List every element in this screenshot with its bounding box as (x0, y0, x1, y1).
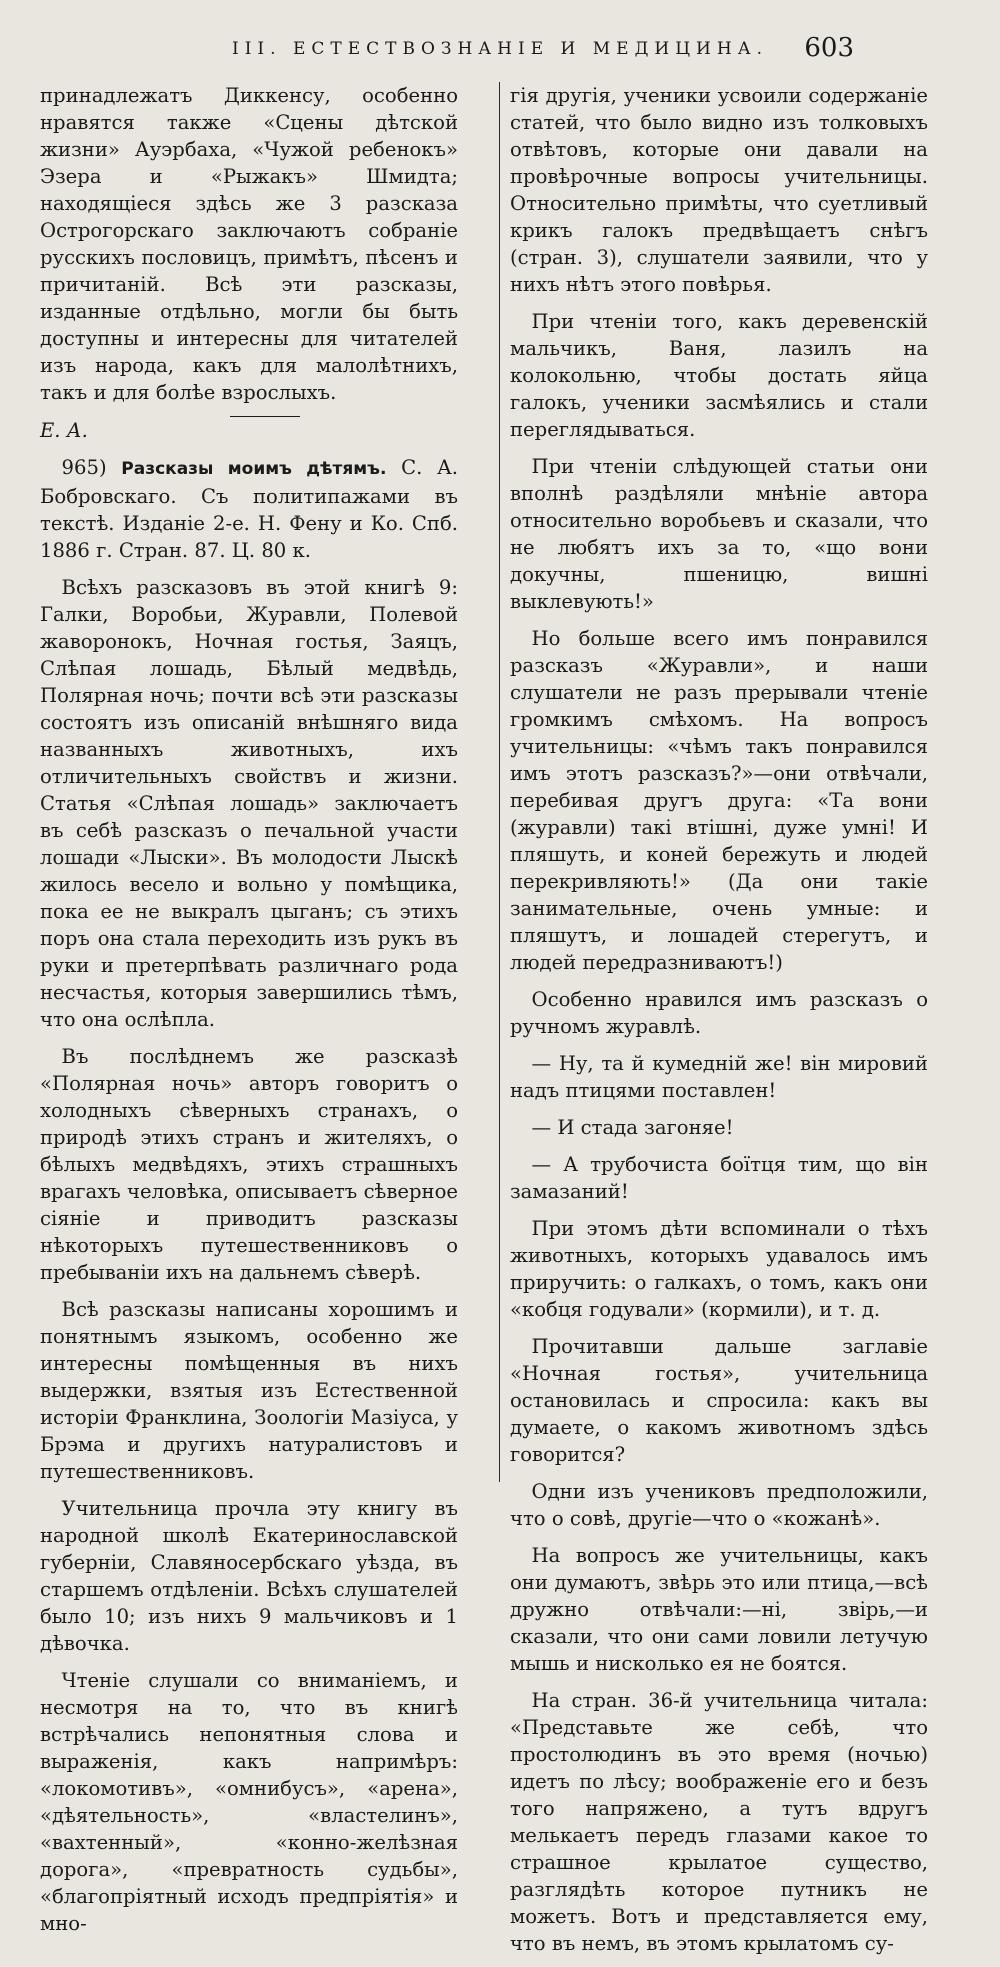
right-paragraph: Прочитавши дальше заглавiе «Ночная гостья», учительница остановилась и спросила: какъ вы думаете, о какомъ животномъ здѣсь говорится? (510, 1335, 928, 1466)
two-column-body (40, 82, 960, 1967)
left-paragraph: Учительница прочла эту книгу въ народной школѣ Екатеринославской губернiи, Славяносербскаго уѣзда, въ старшемъ отдѣленiи. Всѣхъ слушателей было 10; изъ нихъ 9 мальчиковъ и 1 дѣвочка. (40, 1497, 458, 1655)
entry-bibliography: С. А. Бобровскаго. Съ политипажами въ текстѣ. Изданiе 2-е. Н. Фену и Ко. Спб. 1886 г. Стран. 87. Ц. 80 к. (40, 456, 459, 562)
right-paragraph: Одни изъ учениковъ предположили, что о совѣ, другiе—что о «кожанѣ». (510, 1480, 928, 1530)
left-column (40, 82, 458, 1967)
running-header (40, 34, 960, 70)
right-paragraph: При чтенiи того, какъ деревенскiй мальчикъ, Ваня, лазилъ на колокольню, чтобы достать яйца галокъ, ученики засмѣялись и стали переглядываться. (510, 310, 928, 441)
left-paragraph: Чтенiе слушали со вниманiемъ, и несмотря на то, что въ книгѣ встрѣчались непонятныя слова и выраженiя, какъ напримѣръ: «локомотивъ», «омнибусъ», «арена», «дѣятельность», «властелинъ», «вахтенный», «конно-желѣзная дорога», «превратность судьбы», «благопрiятный исходъ предпрiятiя» и мно- (40, 1669, 458, 1935)
intro-paragraph: принадлежатъ Диккенсу, особенно нравятся также «Сцены дѣтской жизни» Ауэрбаха, «Чужой ребенокъ» Эзера и «Рыжакъ» Шмидта; находящiеся здѣсь же 3 разсказа Острогорскаго заключаютъ собранiе русскихъ пословицъ, примѣтъ, пѣсенъ и причитанiй. Всѣ эти разсказы, изданные отдѣльно, могли бы быть доступны и интересны для читателей изъ народа, какъ для малолѣтнихъ, такъ и для болѣе взрослыхъ. (40, 84, 458, 404)
right-paragraph: При чтенiи слѣдующей статьи они вполнѣ раздѣляли мнѣнiе автора относительно воробьевъ и сказали, что не любятъ ихъ за то, «що вони докучны, пшеницю, вишнi выклевують!» (510, 455, 928, 613)
left-paragraph: Всѣ разсказы написаны хорошимъ и понятнымъ языкомъ, особенно же интересны помѣщенныя въ нихъ выдержки, взятыя изъ Естественной исторiи Франклина, Зоологiи Мазiуса, у Брэма и другихъ натуралистовъ и путешественниковъ. (40, 1298, 458, 1483)
dialogue-line: — Ну, та й кумеднiй же! вiн мировий надъ птицями поставлен! (510, 1052, 928, 1102)
entry-number: 965) (61, 456, 107, 479)
dialogue-line: — А трубочиста боïтця тим, що вiн замазаний! (510, 1153, 928, 1203)
entry-heading (40, 454, 458, 564)
left-paragraph: Въ послѣднемъ же разсказѣ «Полярная ночь» авторъ говоритъ о холодныхъ сѣверныхъ странахъ, о природѣ этихъ странъ и жителяхъ, о бѣлыхъ медвѣдяхъ, этихъ страшныхъ врагахъ человѣка, описываетъ сѣверное сiянiе и приводитъ разсказы нѣкоторыхъ путешественниковъ о пребыванiи ихъ на дальнемъ сѣверѣ. (40, 1045, 458, 1284)
right-paragraph: Особенно нравился имъ разсказъ о ручномъ журавлѣ. (510, 988, 928, 1038)
running-title: III. ЕСТЕСТВОЗНАНIE И МЕДИЦИНА. (232, 39, 768, 59)
right-paragraph: При этомъ дѣти вспоминали о тѣхъ животныхъ, которыхъ удавалось имъ приручить: о галкахъ, о томъ, какъ они «кобця годували» (кормили), и т. д. (510, 1217, 928, 1321)
page-number: 603 (804, 33, 854, 63)
column-divider (499, 82, 500, 1482)
right-paragraph: Но больше всего имъ понравился разсказъ «Журавли», и наши слушатели не разъ прерывали чтенiе громкимъ смѣхомъ. На вопросъ учительницы: «чѣмъ такъ понравился имъ этотъ разсказъ?»—они отвѣчали, перебивая другъ друга: «Та вони (журавли) такi втiшнi, дуже умнi! И пляшуть, и коней бережуть и людей перекривляють!» (Да они такiе занимательные, очень умные: и пляшутъ, и лошадей стерегутъ, и людей передразниваютъ!) (510, 627, 928, 974)
dialogue-line: — И стада загоняе! (531, 1116, 734, 1139)
signature: Е. А. (40, 419, 88, 442)
right-paragraph: На стран. 36-й учительница читала: «Представьте же себѣ, что простолюдинъ въ это время (ночью) идетъ по лѣсу; воображенiе его и безъ того напряжено, а тутъ вдругъ мелькаетъ передъ глазами какое то страшное крылатое существо, разглядѣть которое путникъ не можетъ. Вотъ и представляется ему, что въ немъ, въ этомъ крылатомъ су- (510, 1689, 928, 1955)
right-paragraph: На вопросъ же учительницы, какъ они думаютъ, звѣрь это или птица,—всѣ дружно отвѣчали:—нi, звiрь,—и сказали, что они сами ловили летучую мышь и нисколько ея не боятся. (510, 1544, 928, 1675)
entry-title: Разсказы моимъ дѣтямъ. (121, 459, 387, 479)
right-paragraph: гiя другiя, ученики усвоили содержанiе статей, что было видно изъ толковыхъ отвѣтовъ, которые они давали на провѣрочные вопросы учительницы. Относительно примѣты, что суетливый крикъ галокъ предвѣщаетъ снѣгъ (стран. 3), слушатели заявили, что у нихъ нѣтъ этого повѣрья. (510, 84, 928, 296)
left-paragraph: Всѣхъ разсказовъ въ этой книгѣ 9: Галки, Воробьи, Журавли, Полевой жаворонокъ, Ночная гостья, Заяцъ, Слѣпая лошадь, Бѣлый медвѣдь, Полярная ночь; почти всѣ эти разсказы состоятъ изъ описанiй внѣшняго вида названныхъ животныхъ, ихъ отличительныхъ свойствъ и жизни. Статья «Слѣпая лошадь» заключаетъ въ себѣ разсказъ о печальной участи лошади «Лыски». Въ молодости Лыскѣ жилось весело и вольно у помѣщика, пока ее не выкралъ цыганъ; съ этихъ поръ она стала переходить изъ рукъ въ руки и претерпѣвать различнаго рода несчастья, которыя завершились тѣмъ, что она ослѣпла. (40, 576, 458, 1031)
right-column (482, 82, 928, 1967)
